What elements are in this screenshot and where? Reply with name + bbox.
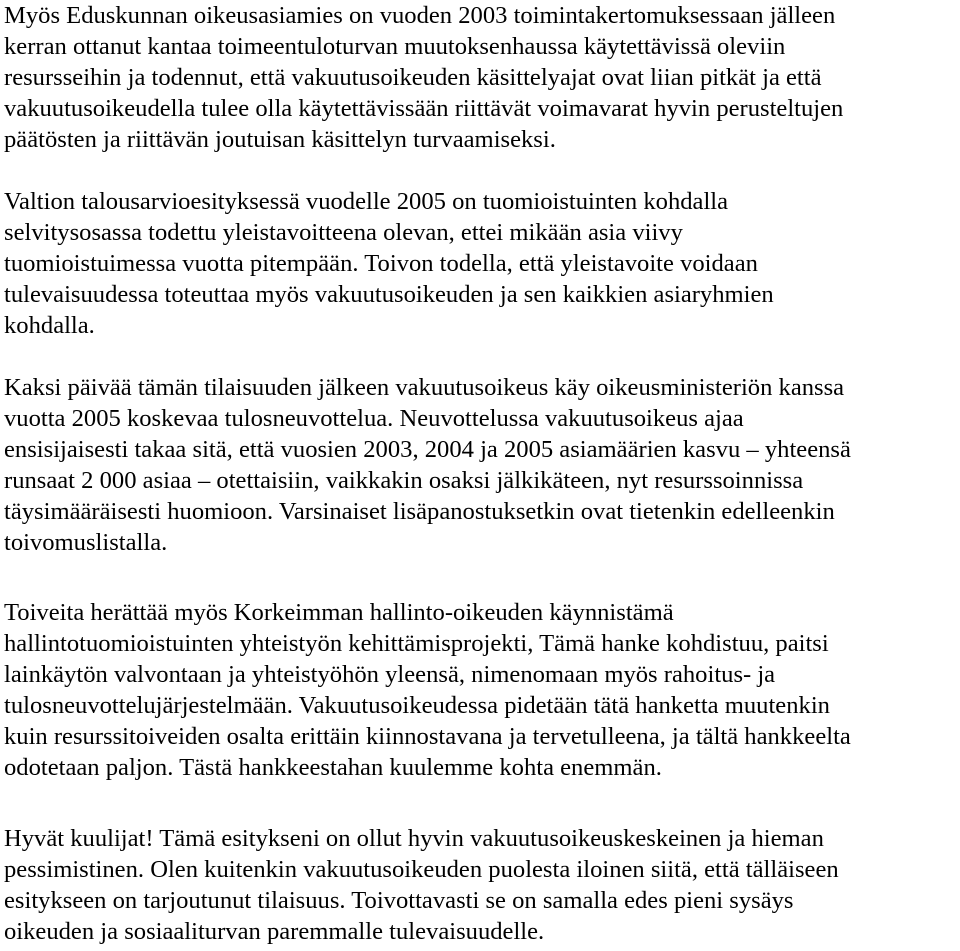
text-line: kerran ottanut kantaa toimeentuloturvan muutoksenhaussa käytettävissä oleviin bbox=[4, 33, 786, 60]
text-line: ensisijaisesti takaa sitä, että vuosien 2003, 2004 ja 2005 asiamäärien kasvu – yhteensä bbox=[4, 436, 851, 463]
text-line: hallintotuomioistuinten yhteistyön kehittämisprojekti, Tämä hanke kohdistuu, paitsi bbox=[4, 630, 829, 657]
text-line: vuotta 2005 koskevaa tulosneuvottelua. Neuvottelussa vakuutusoikeus ajaa bbox=[4, 405, 744, 432]
text-line: Toiveita herättää myös Korkeimman hallinto-oikeuden käynnistämä bbox=[4, 599, 674, 626]
text-line: Myös Eduskunnan oikeusasiamies on vuoden 2003 toimintakertomuksessaan jälleen bbox=[4, 2, 836, 29]
text-line: tulevaisuudessa toteuttaa myös vakuutusoikeuden ja sen kaikkien asiaryhmien bbox=[4, 281, 774, 308]
text-line: Kaksi päivää tämän tilaisuuden jälkeen vakuutusoikeus käy oikeusministeriön kanssa bbox=[4, 374, 845, 401]
text-line: lainkäytön valvontaan ja yhteistyöhön yleensä, nimenomaan myös rahoitus- ja bbox=[4, 661, 776, 688]
paragraph-1 bbox=[4, 0, 960, 155]
text-line: vakuutusoikeudella tulee olla käytettävissään riittävät voimavarat hyvin perusteltujen bbox=[4, 95, 844, 122]
text-line: odotetaan paljon. Tästä hankkeestahan kuulemme kohta enemmän. bbox=[4, 754, 662, 781]
text-line: toivomuslistalla. bbox=[4, 529, 168, 556]
paragraph-5 bbox=[4, 823, 960, 947]
text-line: tulosneuvottelujärjestelmään. Vakuutusoikeudessa pidetään tätä hanketta muutenkin bbox=[4, 692, 830, 719]
text-line: runsaat 2 000 asiaa – otettaisiin, vaikkakin osaksi jälkikäteen, nyt resurssoinnissa bbox=[4, 467, 804, 494]
text-line: kuin resurssitoiveiden osalta erittäin kiinnostavana ja tervetulleena, ja tältä hankkeelta bbox=[4, 723, 851, 750]
text-line: esitykseen on tarjoutunut tilaisuus. Toivottavasti se on samalla edes pieni sysäys bbox=[4, 887, 794, 914]
text-line: resursseihin ja todennut, että vakuutusoikeuden käsittelyajat ovat liian pitkät ja että bbox=[4, 64, 822, 91]
text-line: kohdalla. bbox=[4, 312, 95, 339]
text-line: oikeuden ja sosiaaliturvan paremmalle tulevaisuudelle. bbox=[4, 918, 545, 945]
text-line: täysimääräisesti huomioon. Varsinaiset lisäpanostuksetkin ovat tietenkin edelleenkin bbox=[4, 498, 835, 525]
text-line: pessimistinen. Olen kuitenkin vakuutusoikeuden puolesta iloinen siitä, että tälläiseen bbox=[4, 856, 839, 883]
text-line: Hyvät kuulijat! Tämä esitykseni on ollut hyvin vakuutusoikeuskeskeinen ja hieman bbox=[4, 825, 824, 852]
text-line: päätösten ja riittävän joutuisan käsittelyn turvaamiseksi. bbox=[4, 126, 556, 153]
paragraph-3 bbox=[4, 372, 960, 558]
paragraph-4 bbox=[4, 597, 960, 783]
text-line: Valtion talousarvioesityksessä vuodelle 2005 on tuomioistuinten kohdalla bbox=[4, 188, 729, 215]
paragraph-2 bbox=[4, 186, 960, 341]
text-line: selvitysosassa todettu yleistavoitteena olevan, ettei mikään asia viivy bbox=[4, 219, 683, 246]
text-line: tuomioistuimessa vuotta pitempään. Toivon todella, että yleistavoite voidaan bbox=[4, 250, 758, 277]
